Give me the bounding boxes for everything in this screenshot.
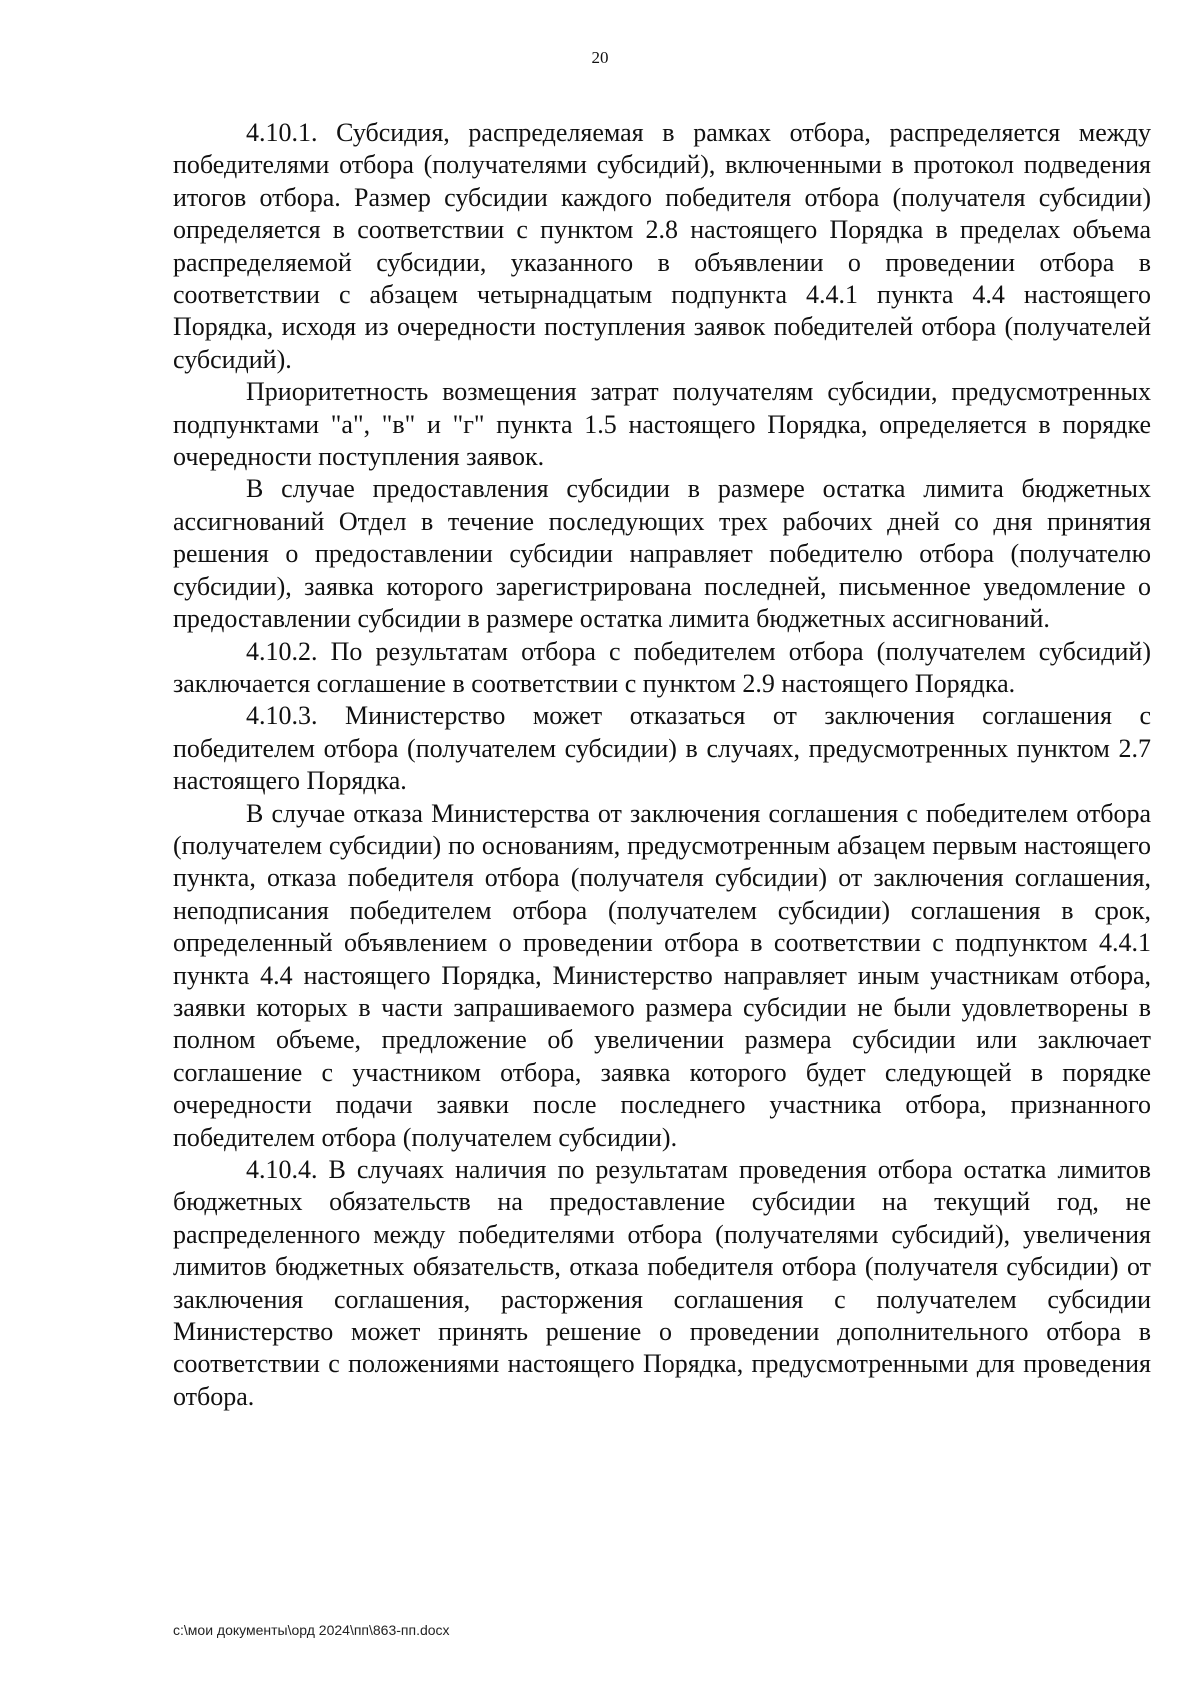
document-body: [173, 117, 1151, 1413]
paragraph-remaining-limit: В случае предоставления субсидии в размере остатка лимита бюджетных ассигнований Отдел в течение последующих трех рабочих дней со дня принятия решения о предоставлении субсидии направляет победителю отбора (получателю субсидии), заявка которого зарегистрирована последней, письменное уведомление о предоставлении субсидии в размере остатка лимита бюджетных ассигнований.: [173, 474, 1151, 634]
footer-file-path: c:\мои документы\орд 2024\пп\863-пп.docx: [173, 1622, 450, 1638]
paragraph-4-10-1: 4.10.1. Субсидия, распределяемая в рамках отбора, распределяется между победителями отбора (получателями субсидий), включенными в протокол подведения итогов отбора. Размер субсидии каждого победителя отбора (получателя субсидии) определяется в соответствии с пунктом 2.8 настоящего Порядка в пределах объема распределяемой субсидии, указанного в объявлении о проведении отбора в соответствии с абзацем четырнадцатым подпункта 4.4.1 пункта 4.4 настоящего Порядка, исходя из очередности поступления заявок победителей отбора (получателей субсидий).: [173, 118, 1151, 374]
page-number: 20: [591, 48, 609, 67]
paragraph-4-10-3: 4.10.3. Министерство может отказаться от заключения соглашения с победителем отбора (получателем субсидии) в случаях, предусмотренных пунктом 2.7 настоящего Порядка.: [173, 701, 1151, 796]
paragraph-priority: Приоритетность возмещения затрат получателям субсидии, предусмотренных подпунктами "а", "в" и "г" пункта 1.5 настоящего Порядка, определяется в порядке очередности поступления заявок.: [173, 377, 1151, 472]
paragraph-4-10-2: 4.10.2. По результатам отбора с победителем отбора (получателем субсидий) заключается соглашение в соответствии с пунктом 2.9 настоящего Порядка.: [173, 636, 1151, 698]
paragraph-4-10-4: 4.10.4. В случаях наличия по результатам проведения отбора остатка лимитов бюджетных обязательств на предоставление субсидии на текущий год, не распределенного между победителями отбора (получателями субсидий), увеличения лимитов бюджетных обязательств, отказа победителя отбора (получателя субсидии) от заключения соглашения, расторжения соглашения с получателем субсидии Министерство может принять решение о проведении дополнительного отбора в соответствии с положениями настоящего Порядка, предусмотренными для проведения отбора.: [173, 1155, 1151, 1411]
paragraph-refusal: В случае отказа Министерства от заключения соглашения с победителем отбора (получателем субсидии) по основаниям, предусмотренным абзацем первым настоящего пункта, отказа победителя отбора (получателя субсидии) от заключения соглашения, неподписания победителем отбора (получателем субсидии) соглашения в срок, определенный объявлением о проведении отбора в соответствии с подпунктом 4.4.1 пункта 4.4 настоящего Порядка, Министерство направляет иным участникам отбора, заявки которых в части запрашиваемого размера субсидии не были удовлетворены в полном объеме, предложение об увеличении размера субсидии или заключает соглашение с участником отбора, заявка которого будет следующей в порядке очередности подачи заявки после последнего участника отбора, признанного победителем отбора (получателем субсидии).: [173, 798, 1151, 1152]
